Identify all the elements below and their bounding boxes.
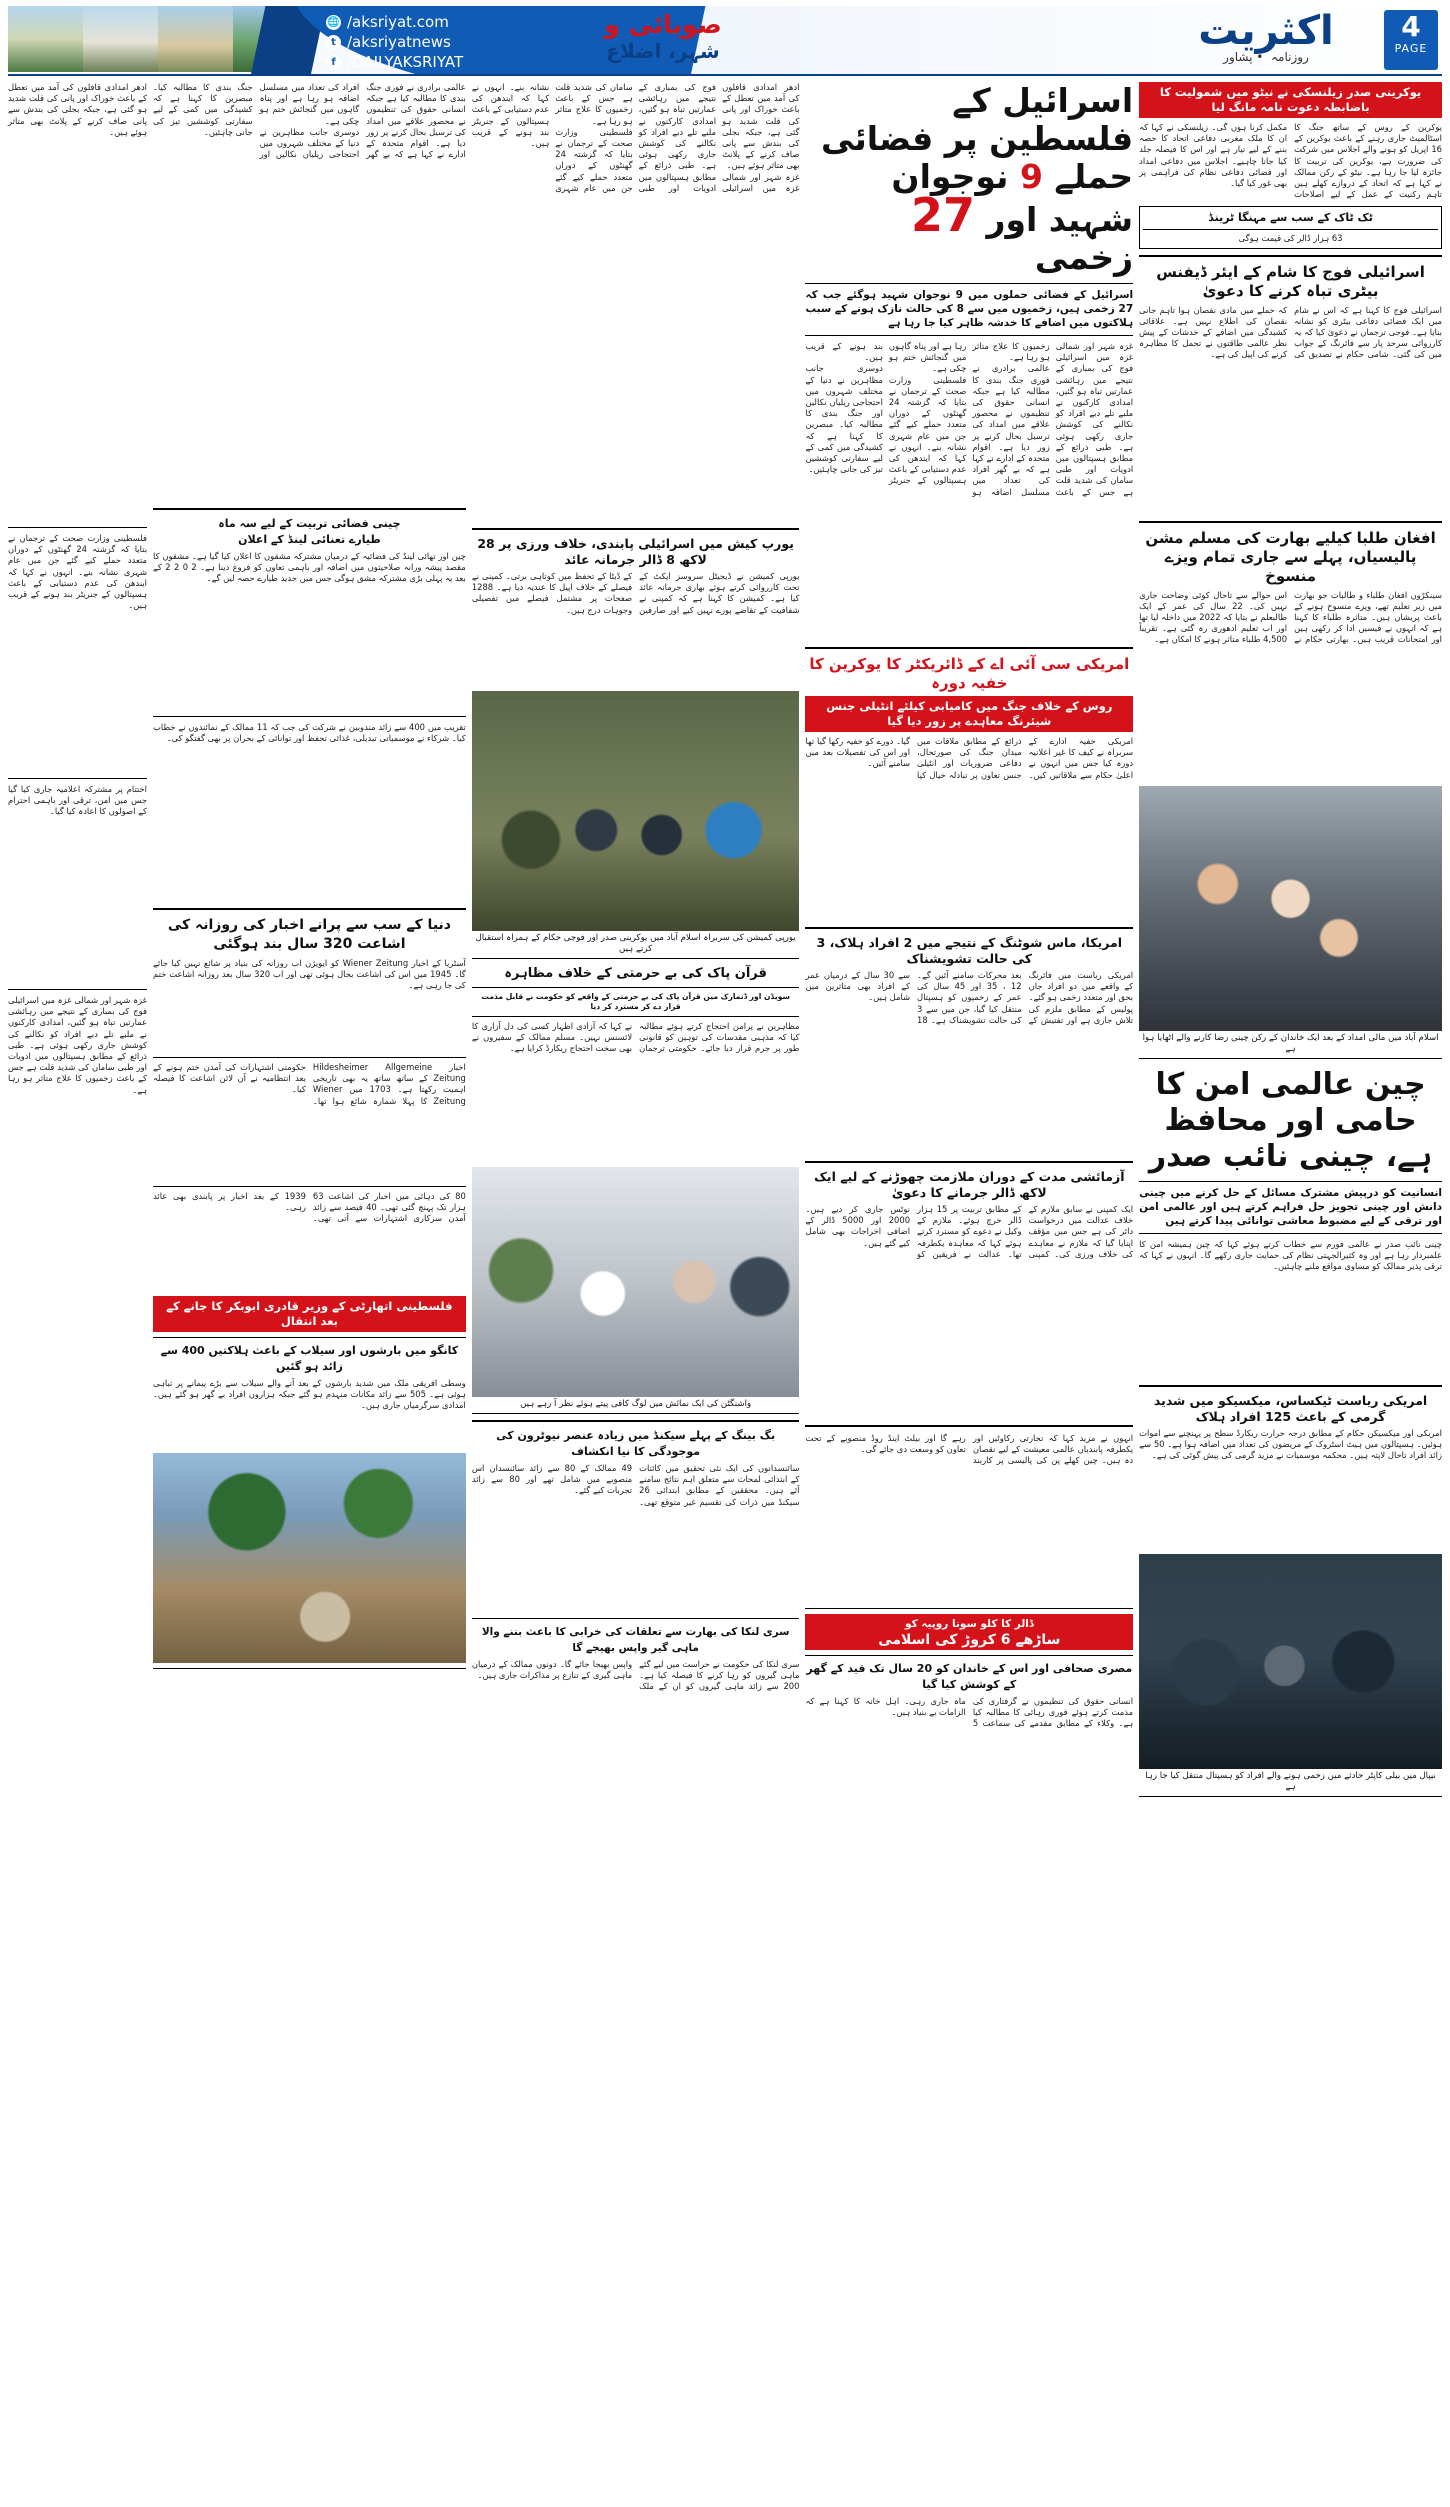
story-cia-body: امریکی خفیہ ادارے کے سربراہ نے کیف کا غیر اعلانیہ دورہ کیا جس میں انہوں نے اعلیٰ حکام سے ملاقاتیں کیں۔ ذرائع کے مطابق ملاقات میں میدان جنگ کی صورتحال، دفاعی ضروریات اور انٹیلی جنس تعاون پر تبادلہ خیال کیا گیا۔ دورے کو خفیہ رکھا گیا تھا اور اس کی تفصیلات بعد میں سامنے آئیں۔ [805,736,1134,780]
photo-family [1139,786,1442,1031]
lead-headline-num1: 9 [1019,157,1043,196]
lead-body-10: ادھر امدادی قافلوں کی آمد میں تعطل کے باعث خوراک اور پانی کی قلت شدید ہو گئی ہے، جبکہ بجلی کی بندش سے پانی صاف کرنے کے پلانٹ بھی متاثر ہوئے ہیں۔ [8,82,148,137]
story-vienna-headline: دنیا کے سب سے پرانے اخبار کی روزانہ کی اشاعت 320 سال بند ہوگئی [167,917,451,952]
story-quran-body: مظاہرین نے پرامن احتجاج کرتے ہوئے مطالبہ کیا کہ مذہبی مقدسات کی توہین کو قانونی طور پر جرم قرار دیا جائے۔ حکومتی ترجمان نے کہا کہ آزادی اظہار کسی کی دل آزاری کا لائسنس نہیں۔ مسلم ممالک کے سفیروں نے بھی سخت احتجاج ریکارڈ کرایا ہے۔ [471,1021,800,1054]
masthead [8,6,1442,76]
story-israel-airforce-headline: اسرائیلی فوج کا شام کے ایئر ڈیفنس بیٹری تباہ کرنے کا دعویٰ [1156,262,1425,300]
lead-body-12: غزہ شہر اور شمالی غزہ میں اسرائیلی فوج کی بمباری کے نتیجے میں رہائشی عمارتیں تباہ ہو گئیں، امدادی کارکنوں نے ملبے تلے دبے افراد کو نکالنے کی کوشش جاری رکھی ہوئی ہے۔ طبی ذرائع کے مطابق ہسپتالوں میں ادویات اور طبی سامان کی شدید قلت ہے جس کے باعث زخمیوں کا علاج متاثر ہو رہا ہے۔ [8,995,148,1095]
story-cia-headline: امریکی سی آئی اے کے ڈائریکٹر کا یوکرین کا خفیہ دورہ [809,655,1130,692]
photo-helicopter-caption: نیپال میں بیلی کاپٹر حادثے میں زخمی ہونے والے افراد کو ہسپتال منتقل کیا جا رہا ہے [1139,1769,1442,1797]
gold-box-amount: ساڑھے 6 کروڑ کی اسلامی [878,1632,1061,1648]
story-zelensky-body: یوکرین کے روس کے ساتھ جنگ کا اسٹالمیٹ جاری رہنے کے باعث یوکرین کے 16 اپریل کو ہونے والے اجلاس میں شرکت کی ضرورت ہے، یوکرین کی تربیت کا جائزہ لیا جا رہا ہے۔ نیٹو کے رکن ممالک نے کہا ہے کہ اتحاد کے دروازے کھلے ہیں تاہم رکنیت کے عمل کے لیے اصلاحات مکمل کرنا ہوں گی۔ زیلنسکی نے کہا کہ ان کا ملک مغربی دفاعی اتحاد کا حصہ بننے کے لیے تیار ہے اور اس کا فیصلہ جلد کیا جانا چاہیے۔ اجلاس میں دفاعی امداد اور فضائی دفاعی نظام کی فراہمی پر بھی غور کیا گیا۔ [1139,122,1442,200]
story-palestine-small-headline: فلسطینی اتھارٹی کے وزیر قادری ابوبکر کا جانے کے بعد انتقال [153,1296,466,1332]
story-vienna-body-2: اخبار Hildesheimer Allgemeine Zeitung کے ساتھ ساتھ یہ بھی تاریخی اہمیت رکھتا ہے۔ 1703 میں Wiener Zeitung کا پہلا شمارہ شائع ہوا تھا۔ حکومتی اشتہارات کی آمدن ختم ہونے کے بعد انتظامیہ نے آن لائن اشاعت کا فیصلہ کیا۔ [153,1062,466,1106]
story-china-flights [153,516,466,711]
story-srilanka [472,1624,800,1769]
gold-box-headline: ڈالر کا کلو سونا روپیہ کو [905,1618,1034,1630]
story-zelensky [1139,82,1442,200]
story-israel-airforce-body: اسرائیلی فوج کا کہنا ہے کہ اس نے شام میں ایک فضائی دفاعی بیٹری کو نشانہ بنایا ہے۔ فوجی ترجمان نے دعویٰ کیا کہ یہ کارروائی سرحد پار سے فائرنگ کے جواب میں کی گئی۔ شامی حکام نے تصدیق کی کہ حملے میں مادی نقصان ہوا تاہم جانی نقصان کی اطلاع نہیں ہے۔ علاقائی کشیدگی میں اضافے کے خدشات کے پیش نظر عالمی طاقتوں نے تحمل کا مظاہرہ کرنے کی اپیل کی ہے۔ [1139,304,1442,360]
masthead-social [326,14,556,74]
lead-headline-end: زخمی [1034,238,1134,277]
facebook-handle[interactable]: /DAILYAKSRIYAT [347,53,464,71]
lead-body-2: عالمی برادری نے فوری جنگ بندی کا مطالبہ کیا ہے جبکہ انسانی حقوق کی تنظیموں نے محصور علاقے میں امداد کی ترسیل بحال کرنے پر زور دیا ہے۔ اقوام متحدہ کے ادارے نے کہا ہے کہ بے گھر افراد کی تعداد میں مسلسل اضافہ ہو رہا ہے اور پناہ گاہوں میں گنجائش ختم ہو چکی ہے۔ [888,341,1050,497]
paper-name: اکثریت [1198,8,1334,54]
story-quran-sub: سویڈن اور ڈنمارک میں قرآن پاک کی بے حرمتی کے واقعے کو حکومت نے قابل مذمت قرار دے کر مسترد کر دیا [481,992,790,1011]
twitter-icon: t [326,35,341,50]
story-zelensky-headline: یوکرینی صدر زیلنسکی نے نیٹو میں شمولیت کا باضابطہ دعوت نامہ مانگ لیا [1139,82,1442,118]
story-job-body: ایک کمپنی نے سابق ملازم کے خلاف عدالت میں درخواست دائر کی ہے جس میں مؤقف اپنایا گیا کہ ملازم نے معاہدے کی خلاف ورزی کی۔ کمپنی کے مطابق تربیت پر 15 ہزار ڈالر خرچ ہوئے۔ ملازم کے وکیل نے دعوے کو مسترد کرتے ہوئے کہا کہ معاہدہ یکطرفہ تھا۔ عدالت نے فریقین کو نوٹس جاری کر دیے ہیں۔ 2000 اور 5000 ڈالر کے اضافی اخراجات بھی شامل کیے گئے ہیں۔ [805,1204,1134,1259]
section-label-line1: صوبائی و [604,10,722,39]
story-cia [805,655,1133,921]
story-vienna [153,916,466,1291]
story-vienna-body-3: 80 کی دہائی میں اخبار کی اشاعت 63 ہزار تک پہنچ گئی تھی۔ 40 فیصد سے زائد آمدن سرکاری اشتہارات سے آتی تھی۔ 1939 کے بعد اخبار پر پابندی بھی عائد رہی۔ [153,1191,466,1224]
story-vienna-body-1: آسٹریا کے اخبار Wiener Zeitung کو ایویژن اب روزانہ کی بنیاد پر شائع نہیں کیا جائے گا۔ 1945 میں اس کی اشاعت بحال ہوئی تھی اور اب 320 سال بعد روزانہ اشاعت ختم کی جا رہی ہے۔ [153,958,466,991]
section-label [568,12,758,64]
photo-expo-caption: واشنگٹن کی ایک نمائش میں لوگ کافی پیتے ہوئے نظر آ رہے ہیں [472,1397,800,1414]
story-job [805,1169,1133,1419]
lead-headline-num2: 27 [910,188,975,242]
column-c [472,82,800,2492]
column-d [153,82,466,2492]
story-egypt [805,1661,1133,1806]
story-cia-redbar: روس کے خلاف جنگ میں کامیابی کیلئے انٹیلی جنس شیئرنگ معاہدے پر زور دیا گیا [805,696,1133,732]
china-banner-headline-block [1139,1067,1442,1175]
china-banner-body-4: اختتام پر مشترکہ اعلامیہ جاری کیا گیا جس میں امن، ترقی اور باہمی احترام کے اصولوں کا اعادہ کیا گیا۔ [8,784,148,817]
story-quran [472,964,800,1161]
story-congo-body: وسطی افریقی ملک میں شدید بارشوں کے بعد آنے والے سیلاب سے بڑے پیمانے پر تباہی ہوئی ہے۔ 505 سے زائد مکانات منہدم ہو گئے جبکہ ہزاروں افراد بے گھر ہو گئے ہیں۔ امدادی سرگرمیاں جاری ہیں۔ [153,1378,466,1411]
lead-body-5: ادھر امدادی قافلوں کی آمد میں تعطل کے باعث خوراک اور پانی کی قلت شدید ہو گئی ہے، جبکہ بجلی کی بندش سے پانی صاف کرنے کے پلانٹ بھی متاثر ہوئے ہیں۔ [722,82,800,171]
story-texas [1139,1393,1442,1548]
photo-flood-caption [153,1663,466,1669]
column-b [805,82,1133,2492]
china-banner-body-2: انہوں نے مزید کہا کہ تجارتی رکاوٹیں اور یکطرفہ پابندیاں عالمی معیشت کے لیے نقصان دہ ہیں۔ چین کھلے پن کی پالیسی پر کاربند رہے گا اور بیلٹ اینڈ روڈ منصوبے کے تحت تعاون کو وسعت دی جائے گی۔ [805,1433,1134,1466]
story-egypt-headline: مصری صحافی اور اس کے خاندان کو 20 سال تک قید کے گھر کے کوشش کیا گیا [806,1662,1133,1691]
lead-body-9: دوسری جانب مظاہرین نے دنیا کے مختلف شہروں میں احتجاجی ریلیاں نکالیں اور جنگ بندی کا مطالبہ کیا۔ مبصرین کا کہنا ہے کہ کشیدگی میں کمی کے لیے سفارتی کوششیں تیز کی جانی چاہئیں۔ [153,82,360,160]
lead-body-side [153,82,466,502]
globe-icon: 🌐 [327,17,340,28]
story-congo [153,1343,466,1448]
story-bigbang-headline: بگ بینگ کے پہلے سیکنڈ میں زیادہ عنصر نیوٹرون کی موجودگی کا نیا انکشاف [496,1429,776,1458]
lead-body-extra [472,82,800,522]
story-afghan [1139,529,1442,780]
paper-logo: اکثریت روزنامہ • پشاور [1156,8,1376,64]
facebook-icon: f [326,55,341,70]
ticker-box [1139,206,1442,248]
lead-subhead: اسرائیل کے فضائی حملوں میں 9 نوجوان شہید ہوگئے جب کہ 27 زخمی ہیں، زخمیوں میں سے 8 کی حالت نازک ہونے کے سبب ہلاکتوں میں اضافے کا خدشہ ظاہر کیا جا رہا ہے [805,289,1134,329]
ticker-value: 63 ہزار ڈالر کی قیمت ہوگی [1238,233,1343,244]
story-china-flights-body: چین اور تھائی لینڈ کی فضائیہ کے درمیان مشترکہ مشقوں کا اعلان کیا گیا ہے۔ مشقوں کا مقصد پیشہ ورانہ صلاحیتوں میں اضافہ اور باہمی تعاون کو فروغ دینا ہے۔ 2 0 2 2 کے بعد یہ پہلی بڑی مشترکہ مشق ہوگی جس میں جدید طیارے حصہ لیں گے۔ [153,551,466,584]
column-left-narrow [8,82,147,2492]
twitter-handle[interactable]: /aksriyatnews [347,33,451,51]
ticker-label: ٹک ٹاک کے سب سے مہنگا ٹرینڈ [1208,211,1373,225]
paper-sub: روزنامہ [1270,50,1309,64]
column-right [1139,82,1442,2492]
china-banner-headline: چین عالمی امن کا حامی اور محافظ ہے، چینی نائب صدر [1148,1066,1433,1174]
section-label-line2: شہر، اضلاع [606,39,720,63]
story-job-headline: آزمائشی مدت کے دوران ملازمت چھوڑنے کے لیے ایک لاکھ ڈالر جرمانے کا دعویٰ [814,1169,1125,1200]
story-srilanka-headline: سری لنکا کی بھارت سے تعلقات کی خرابی کا باعث بننے والا ماہی گیر واپس بھیجے گا [481,1626,790,1654]
lead-headline-part1: اسرائیل کے فلسطین پر فضائی حملے [820,81,1134,196]
lead-body-block [805,341,1133,641]
story-bigbang [472,1428,800,1613]
lead-body-8: عالمی برادری نے فوری جنگ بندی کا مطالبہ کیا ہے جبکہ انسانی حقوق کی تنظیموں نے محصور علاقے میں امداد کی ترسیل بحال کرنے پر زور دیا ہے۔ اقوام متحدہ کے ادارے نے کہا ہے کہ بے گھر افراد کی تعداد میں مسلسل اضافہ ہو رہا ہے اور پناہ گاہوں میں گنجائش ختم ہو چکی ہے۔ [259,82,466,160]
china-banner-body-1: چینی نائب صدر نے عالمی فورم سے خطاب کرتے ہوئے کہا کہ چین ہمیشہ امن کا علمبردار رہا ہے اور وہ کثیرالجہتی نظام کی حمایت جاری رکھے گا۔ انہوں نے کہا کہ ترقی پذیر ممالک کو مساوی مواقع ملنے چاہئیں۔ [1139,1238,1442,1272]
lead-body-1: غزہ شہر اور شمالی غزہ میں اسرائیلی فوج کی بمباری کے نتیجے میں رہائشی عمارتیں تباہ ہو گئیں، امدادی کارکنوں نے ملبے تلے دبے افراد کو نکالنے کی کوشش جاری رکھی ہوئی ہے۔ طبی ذرائع کے مطابق ہسپتالوں میں ادویات اور طبی سامان کی شدید قلت ہے جس کے باعث زخمیوں کا علاج متاثر ہو رہا ہے۔ [972,341,1134,497]
story-texas-body: امریکی اور میکسیکن حکام کے مطابق درجہ حرارت ریکارڈ سطح پر پہنچنے سے اموات ہوئیں۔ ہسپتالوں میں ہیٹ اسٹروک کے مریضوں کی تعداد میں اضافہ ہوا ہے۔ 50 سے زائد افراد تاحال لاپتہ ہیں۔ محکمہ موسمیات نے مزید گرمی کی پیش گوئی کی ہے۔ [1139,1427,1442,1461]
story-congo-headline: کانگو میں بارشوں اور سیلاب کے باعث ہلاکتیں 400 سے زائد ہو گئیں [160,1344,459,1373]
page-number: 4 [1401,10,1421,43]
lead-body-3: فلسطینی وزارت صحت کے ترجمان نے بتایا کہ گزشتہ 24 گھنٹوں کے دوران متعدد حملے کیے گئے جن میں عام شہری نشانہ بنے۔ انہوں نے کہا کہ ایندھن کی عدم دستیابی کے باعث ہسپتالوں کے جنریٹر بند ہونے کے قریب ہیں۔ [805,341,967,486]
story-egypt-body: انسانی حقوق کی تنظیموں نے گرفتاری کی مذمت کرتے ہوئے فوری رہائی کا مطالبہ کیا ہے۔ وکلاء کے مطابق مقدمے کی سماعت 5 ماہ جاری رہی۔ اہل خانہ کا کہنا ہے کہ الزامات بے بنیاد ہیں۔ [805,1696,1134,1729]
lead-body-11: فلسطینی وزارت صحت کے ترجمان نے بتایا کہ گزشتہ 24 گھنٹوں کے دوران متعدد حملے کیے گئے جن میں عام شہری نشانہ بنے۔ انہوں نے کہا کہ ایندھن کی عدم دستیابی کے باعث ہسپتالوں کے جنریٹر بند ہونے کے قریب ہیں۔ [8,533,148,611]
story-srilanka-body: سری لنکا کی حکومت نے حراست میں لیے گئے ماہی گیروں کو رہا کرنے کا فیصلہ کیا ہے۔ 200 سے زائد ماہی گیروں کو ان کے ملک واپس بھیجا جائے گا۔ دونوں ممالک کے درمیان ماہی گیری کے تنازع پر مذاکرات جاری ہیں۔ [471,1659,800,1692]
story-israel-airforce [1139,263,1442,515]
story-texas-headline: امریکی ریاست ٹیکساس، میکسیکو میں شدید گرمی کے باعث 125 افراد ہلاک [1153,1392,1428,1424]
lead-headline-mid: نوجوان شہید اور [891,157,1134,239]
page-label: PAGE [1394,42,1428,55]
photo-eu-caption: یورپی کمیشن کی سربراہ اسلام آباد میں یوکرینی صدر اور فوجی حکام کے ہمراہ استقبال کرتے ہیں [472,931,800,959]
story-shooting [805,935,1133,1155]
story-shooting-body: امریکی ریاست میں فائرنگ کے واقعے میں دو افراد جاں بحق اور متعدد زخمی ہو گئے۔ پولیس کے مطابق ملزم کی تلاش جاری ہے اور تفتیش کے بعد محرکات سامنے آئیں گے۔ 12 ، 35 اور 45 سال کی عمر کے زخمیوں کو ہسپتال منتقل کیا گیا، جن میں سے 3 کی حالت تشویشناک ہے۔ 18 سے 30 سال کے درمیان عمر کے افراد بھی متاثرین میں شامل ہیں۔ [805,970,1134,1025]
story-china-flights-headline-1: چینی فضائی تربیت کے لیے سہ ماہ [218,517,401,530]
story-china-flights-headline-2: طیارے تعنائی لینڈ کے اعلان [238,533,381,546]
photo-expo [472,1167,800,1397]
page-grid [8,82,1442,2492]
photo-flood [153,1453,466,1663]
gold-box [805,1614,1133,1650]
story-afghan-body: سینکڑوں افغان طلباء و طالبات جو بھارت میں زیر تعلیم تھے، ویزے منسوخ ہونے کے باعث پریشان ہیں۔ متاثرہ طلباء کا کہنا ہے کہ انہوں نے فیسیں ادا کر رکھی ہیں اور امتحانات قریب ہیں۔ بھارتی حکام نے اس حوالے سے تاحال کوئی وضاحت جاری نہیں کی۔ 22 سال کی عمر کے ایک طالبعلم نے بتایا کہ 2022 میں داخلہ لیا تھا اور اب تعلیم ادھوری رہ گئی ہے۔ تقریباً 4,500 طلباء متاثر ہونے کا امکان ہے۔ [1139,589,1442,645]
story-quran-headline: قرآن پاک کی بے حرمتی کے خلاف مظاہرہ [504,966,767,981]
website-url[interactable]: /aksriyat.com [347,13,449,31]
story-eu-tiktok [472,536,800,686]
story-eu-tiktok-body: یورپی کمیشن نے ڈیجیٹل سروسز ایکٹ کے تحت کارروائی کرتے ہوئے بھاری جرمانہ عائد کیا ہے۔ کمیشن کا کہنا ہے کہ کمپنی نے شفافیت کے تقاضے پورے نہیں کیے اور صارفین کے ڈیٹا کے تحفظ میں کوتاہی برتی۔ کمپنی نے فیصلے کے خلاف اپیل کا عندیہ دیا ہے۔ 1288 صفحات پر مشتمل فیصلے میں تفصیلی وجوہات درج ہیں۔ [471,571,800,615]
lead-headline [805,82,1133,277]
story-shooting-headline: امریکا، ماس شوٹنگ کے نتیجے میں 2 افراد ہلاک، 3 کی حالت تشویشناک [816,935,1123,966]
page-indicator [1384,10,1438,70]
china-banner-subhead: انسانیت کو درپیش مشترک مسائل کے حل کرنے میں چینی دانش اور چینی تجویز حل فراہم کرتے ہیں اور عالمی امن اور ترقی کے لیے مضبوط معاشی توانائی پیدا کرتے ہیں [1139,1186,1442,1227]
china-banner-body-3: تقریب میں 400 سے زائد مندوبین نے شرکت کی جب کہ 11 ممالک کے نمائندوں نے خطاب کیا۔ شرکاء نے موسمیاتی تبدیلی، غذائی تحفظ اور توانائی کے بحران پر بھی گفتگو کی۔ [153,722,466,744]
photo-eu-delegation [472,691,800,931]
lead-body-6: غزہ شہر اور شمالی غزہ میں اسرائیلی فوج کی بمباری کے نتیجے میں رہائشی عمارتیں تباہ ہو گئیں، امدادی کارکنوں نے ملبے تلے دبے افراد کو نکالنے کی کوشش جاری رکھی ہوئی ہے۔ طبی ذرائع کے مطابق ہسپتالوں میں ادویات اور طبی سامان کی شدید قلت ہے جس کے باعث زخمیوں کا علاج متاثر ہو رہا ہے۔ [555,82,800,193]
story-eu-tiktok-headline: یورپ کیش میں اسرائیلی پابندی، خلاف ورزی پر 28 لاکھ 8 ڈالر جرمانہ عائد [477,536,794,567]
edition: پشاور [1223,50,1253,64]
photo-family-caption: اسلام آباد میں مالی امداد کے بعد ایک خاندان کے رکن چینی رضا کارنے والے اٹھایا ہوا ہے [1139,1031,1442,1059]
lead-body-7: فلسطینی وزارت صحت کے ترجمان نے بتایا کہ گزشتہ 24 گھنٹوں کے دوران متعدد حملے کیے گئے جن میں عام شہری نشانہ بنے۔ انہوں نے کہا کہ ایندھن کی عدم دستیابی کے باعث ہسپتالوں کے جنریٹر بند ہونے کے قریب ہیں۔ [471,82,633,193]
story-bigbang-body: سائنسدانوں کی ایک نئی تحقیق میں کائنات کے ابتدائی لمحات سے متعلق اہم نتائج سامنے آئے ہیں۔ محققین کے مطابق ابتدائی 26 سیکنڈ میں ذرات کی تقسیم غیر متوقع تھی۔ 49 ممالک کے 80 سے زائد سائنسدان اس منصوبے میں شامل تھے اور 80 سے زائد تجربات کیے گئے۔ [471,1463,800,1507]
lead-body-4: دوسری جانب مظاہرین نے دنیا کے مختلف شہروں میں احتجاجی ریلیاں نکالیں اور جنگ بندی کا مطالبہ کیا۔ مبصرین کا کہنا ہے کہ کشیدگی میں کمی کے لیے سفارتی کوششیں تیز کی جانی چاہئیں۔ [805,363,883,475]
story-afghan-headline: افغان طلبا کیلیے بھارت کی مسلم مشن پالیسیاں، پہلے سے جاری تمام ویزے منسوخ [1145,528,1436,585]
photo-helicopter [1139,1554,1442,1769]
